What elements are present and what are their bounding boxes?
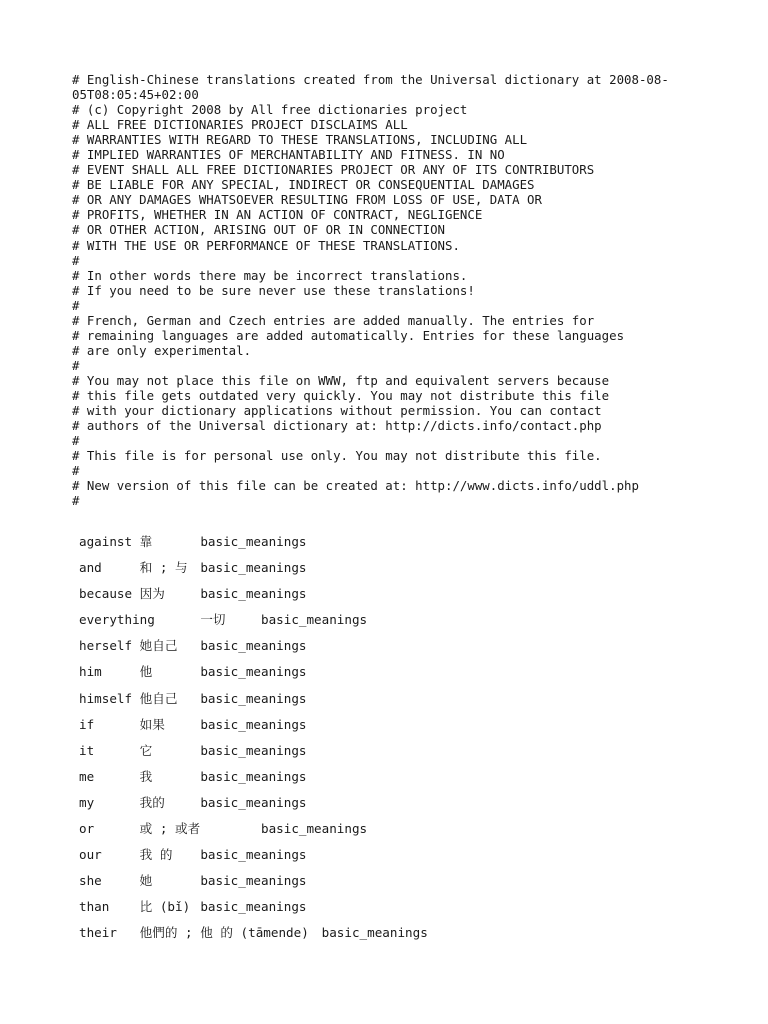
entry-row — [79, 559, 719, 585]
header-line: # You may not place this file on WWW, ftp and equivalent servers because — [72, 372, 610, 388]
entry-row — [79, 846, 719, 872]
header-line: # are only experimental. — [72, 342, 252, 358]
entry-row — [79, 690, 719, 716]
header-line: # — [72, 493, 80, 509]
header-line: # BE LIABLE FOR ANY SPECIAL, INDIRECT OR CONSEQUENTIAL DAMAGES — [72, 177, 535, 193]
entry-row — [79, 611, 719, 637]
header-line: # with your dictionary applications without permission. You can contact — [72, 403, 602, 419]
entry-text: or 或 ; 或者 basic_meanings — [79, 821, 368, 837]
header-line: # — [72, 357, 80, 373]
entry-row — [79, 872, 719, 898]
entry-row — [79, 637, 719, 663]
header-line: # WITH THE USE OR PERFORMANCE OF THESE TRANSLATIONS. — [72, 237, 460, 253]
header-line: # — [72, 297, 80, 313]
entry-text: herself 她自己 basic_meanings — [79, 638, 307, 654]
header-line: # If you need to be sure never use these translations! — [72, 282, 475, 298]
entry-text: against 靠 basic_meanings — [79, 534, 307, 549]
entry-text: everything 一切 basic_meanings — [79, 612, 368, 628]
header-line: # this file gets outdated very quickly. You may not distribute this file — [72, 387, 610, 403]
entry-text: because 因为 basic_meanings — [79, 586, 307, 602]
entry-row — [79, 898, 719, 924]
header-line: # IMPLIED WARRANTIES OF MERCHANTABILITY AND FITNESS. IN NO — [72, 147, 505, 163]
entry-row — [79, 742, 719, 768]
header-line: # — [72, 463, 80, 479]
entry-row — [79, 794, 719, 820]
header-line: # In other words there may be incorrect translations. — [72, 267, 468, 283]
header-line: # PROFITS, WHETHER IN AN ACTION OF CONTRACT, NEGLIGENCE — [72, 207, 483, 223]
entry-text: him 他 basic_meanings — [79, 664, 307, 680]
header-line: # This file is for personal use only. You may not distribute this file. — [72, 448, 602, 464]
header-line: # EVENT SHALL ALL FREE DICTIONARIES PROJECT OR ANY OF ITS CONTRIBUTORS — [72, 162, 595, 178]
header-line: # New version of this file can be created at: http://www.dicts.info/uddl.php — [72, 478, 639, 494]
entry-text: than 比 (bǐ) basic_meanings — [79, 899, 307, 915]
entry-row — [79, 533, 719, 559]
entry-text: it 它 basic_meanings — [79, 742, 307, 758]
header-line: # remaining languages are added automatically. Entries for these languages — [72, 327, 625, 343]
license-header — [72, 72, 712, 508]
dictionary-entries — [79, 533, 719, 951]
entry-row — [79, 663, 719, 689]
header-line: # — [72, 252, 80, 268]
entry-text: she 她 basic_meanings — [79, 873, 307, 889]
entry-row — [79, 924, 719, 950]
header-line: # OR OTHER ACTION, ARISING OUT OF OR IN CONNECTION — [72, 222, 445, 238]
entry-row — [79, 768, 719, 794]
entry-text: himself 他自己 basic_meanings — [79, 690, 307, 706]
entry-text: our 我 的 basic_meanings — [79, 847, 307, 863]
entry-text: my 我的 basic_meanings — [79, 794, 307, 810]
entry-row — [79, 585, 719, 611]
header-line: # French, German and Czech entries are added manually. The entries for — [72, 312, 595, 328]
entry-row — [79, 716, 719, 742]
header-line: # authors of the Universal dictionary at: http://dicts.info/contact.php — [72, 418, 602, 434]
header-line: # — [72, 433, 80, 449]
header-line: # WARRANTIES WITH REGARD TO THESE TRANSLATIONS, INCLUDING ALL — [72, 132, 528, 148]
entry-text: me 我 basic_meanings — [79, 768, 307, 784]
entry-text: if 如果 basic_meanings — [79, 716, 307, 732]
entry-text: their 他們的 ; 他 的 (tāmende) basic_meanings — [79, 925, 428, 941]
header-line: 05T08:05:45+02:00 — [72, 87, 199, 103]
header-line: # ALL FREE DICTIONARIES PROJECT DISCLAIMS ALL — [72, 117, 408, 133]
entry-text: and 和 ; 与 basic_meanings — [79, 560, 307, 576]
header-line: # (c) Copyright 2008 by All free dictionaries project — [72, 102, 468, 118]
entry-row — [79, 820, 719, 846]
header-line: # English-Chinese translations created from the Universal dictionary at 2008-08- — [72, 72, 669, 87]
header-line: # OR ANY DAMAGES WHATSOEVER RESULTING FROM LOSS OF USE, DATA OR — [72, 192, 542, 208]
